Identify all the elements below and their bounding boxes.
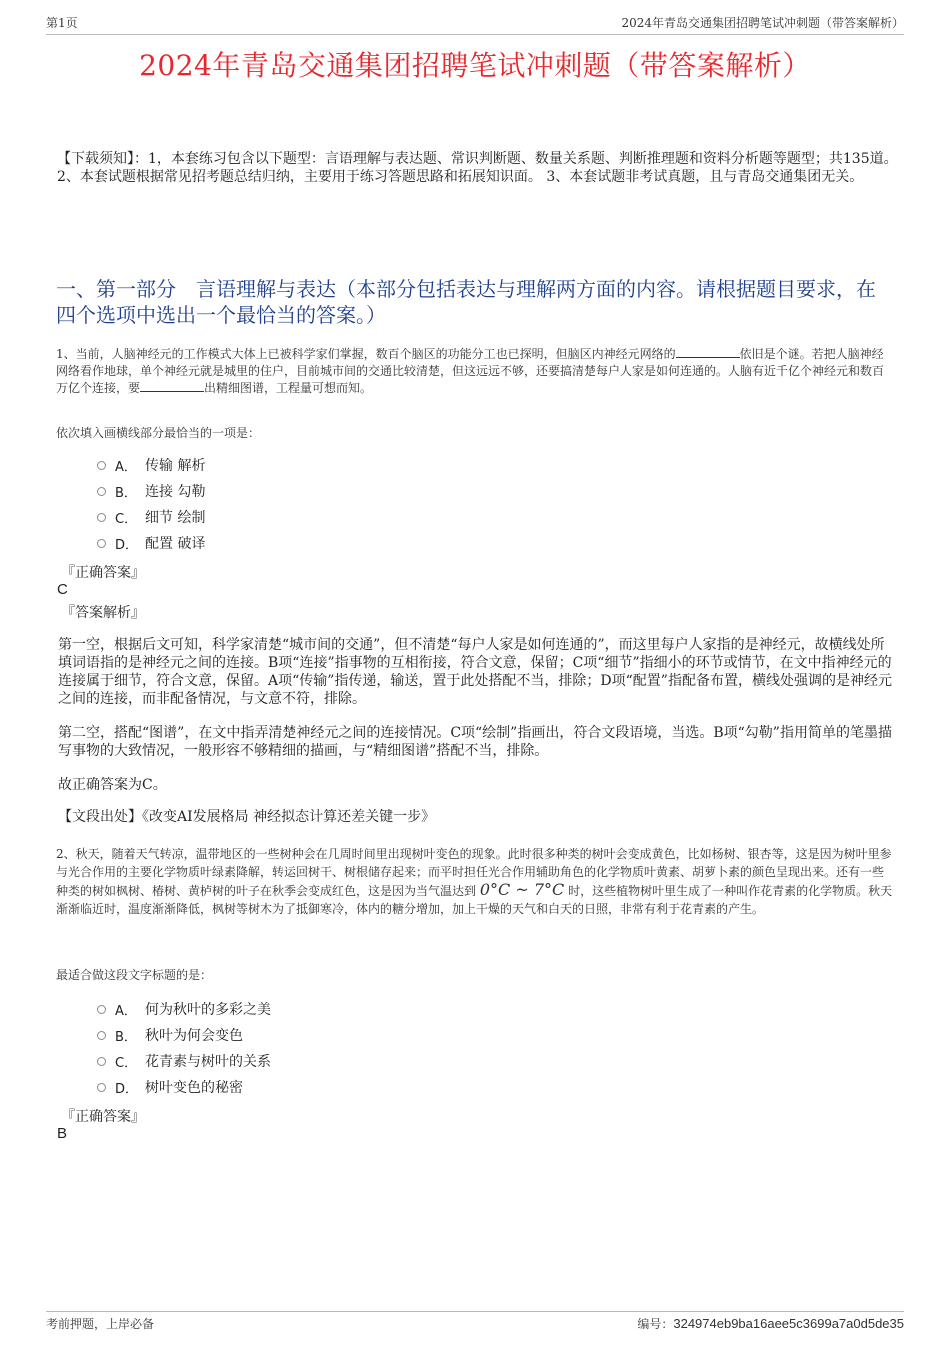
q1-blank-1 [676,346,740,358]
q2-text-part-a: 2、秋天，随着天气转凉，温带地区的一些树种会在几周时间里出现树叶变色的现象。此时很多种类的树叶会变成黄色，比如杨树、银杏等，这是因为树叶里参与光合作用的主要化学物质叶绿素降解，转运回树干、树根储存起来；而平时担任光合作用辅助角色的化学物质叶黄素、胡萝卜素的颜色呈现出来。还有一些种类的树如枫树、椿树、黄栌树的叶子在秋季会变成红色，这是因为当气温达到 [56,847,892,898]
q1-analysis-para-2: 第二空，搭配“图谱”，在文中指弄清楚神经元之间的连接情况。C项“绘制”指画出，符合文段语境，当选。B项“勾勒”指用简单的笔墨描写事物的大致情况，一般形容不够精细的描画，与“精细图谱”搭配不当，排除。 [58,725,892,759]
section-heading: 一、第一部分 言语理解与表达（本部分包括表达与理解两方面的内容。请根据题目要求，在四个选项中选出一个最恰当的答案。） [56,277,876,327]
q2-answer-label: 『正确答案』 [61,1109,145,1125]
q1-analysis-label: 『答案解析』 [61,605,145,621]
q1-answer-label: 『正确答案』 [61,565,145,581]
q1-answer: C [57,581,68,598]
question-2-stem [56,845,895,918]
q2-answer: B [57,1125,68,1142]
q1-analysis-para-3: 故正确答案为C。 [58,777,167,793]
q1-text-part-a: 1、当前，人脑神经元的工作模式大体上已被科学家们掌握，数百个脑区的功能分工也已探明，但脑区内神经元网络的 [56,347,676,361]
radio-icon[interactable] [97,1083,106,1092]
q1-text-part-c: 出精细图谱，工程量可想而知。 [204,381,373,395]
q2-option-a[interactable]: A． 何为秋叶的多彩之美 [97,996,271,1022]
question-2-prompt: 最适合做这段文字标题的是： [56,968,213,982]
question-2-options [97,996,271,1100]
q2-option-d[interactable]: D． 树叶变色的秘密 [97,1074,271,1100]
q1-blank-2 [140,380,204,392]
q1-option-c[interactable]: C． 细节 绘制 [97,504,205,530]
q1-analysis-para-1: 第一空，根据后文可知，科学家清楚“城市间的交通”，但不清楚“每户人家是如何连通的”，而这里每户人家指的是神经元，故横线处所填词语指的是神经元之间的连接。B项“连接”指事物的互相衔接，符合文意，保留；C项“细节”指细小的环节或情节，在文中指神经元的连接属于细节，符合文意，保留。A项“传输”指传递，输送，置于此处搭配不当，排除；D项“配置”指配备布置，横线处强调的是神经元之间的连接，而非配备情况，与文意不符，排除。 [58,637,892,707]
radio-icon[interactable] [97,1057,106,1066]
q2-option-b[interactable]: B． 秋叶为何会变色 [97,1022,271,1048]
running-footer [46,1311,904,1332]
header-doc-title: 2024年青岛交通集团招聘笔试冲刺题（带答案解析） [621,16,904,30]
footer-code: 编号：324974eb9ba16aee5c3699a7a0d5de35 [637,1316,904,1331]
radio-icon[interactable] [97,539,106,548]
page-title: 2024年青岛交通集团招聘笔试冲刺题（带答案解析） [139,49,811,82]
q1-text-part-b: 依旧是个谜。若把人脑神经网络看作地球，单个神经元就是城里的住户，目前城市间的交通比较清楚，但这远远不够，还要搞清楚每户人家是如何连通的。人脑有近千亿个神经元和数百万亿个连接，要 [56,347,885,395]
radio-icon[interactable] [97,461,106,470]
radio-icon[interactable] [97,487,106,496]
question-1-stem [56,346,895,397]
question-1-options [97,452,205,556]
question-1-prompt: 依次填入画横线部分最恰当的一项是： [56,426,261,440]
q1-option-b[interactable]: B． 连接 勾勒 [97,478,205,504]
page-number: 第1页 [46,16,78,30]
q2-text-part-b: 时，这些植物树叶里生成了一种叫作花青素的化学物质。秋天渐渐临近时，温度渐渐降低，枫树等树木为了抵御寒冷，体内的糖分增加，加上干燥的天气和白天的日照，非常有利于花青素的产生。 [56,884,893,916]
q1-option-a[interactable]: A． 传输 解析 [97,452,205,478]
footer-slogan: 考前押题，上岸必备 [46,1317,155,1331]
radio-icon[interactable] [97,1031,106,1040]
q2-option-c[interactable]: C． 花青素与树叶的关系 [97,1048,271,1074]
radio-icon[interactable] [97,513,106,522]
q1-source: 【文段出处】《改变AI发展格局 神经拟态计算还差关键一步》 [58,809,436,825]
q2-temperature-range: 0°C ~ 7°C [479,880,565,899]
radio-icon[interactable] [97,1005,106,1014]
q1-option-d[interactable]: D． 配置 破译 [97,530,205,556]
download-notice: 【下载须知】：1，本套练习包含以下题型：言语理解与表达题、常识判断题、数量关系题、判断推理题和资料分析题等题型；共135道。 2、本套试题根据常见招考题总结归纳，主要用于练习答题思路和拓展知识面。 3、本套试题非考试真题，且与青岛交通集团无关。 [57,151,898,185]
running-header [46,14,904,35]
